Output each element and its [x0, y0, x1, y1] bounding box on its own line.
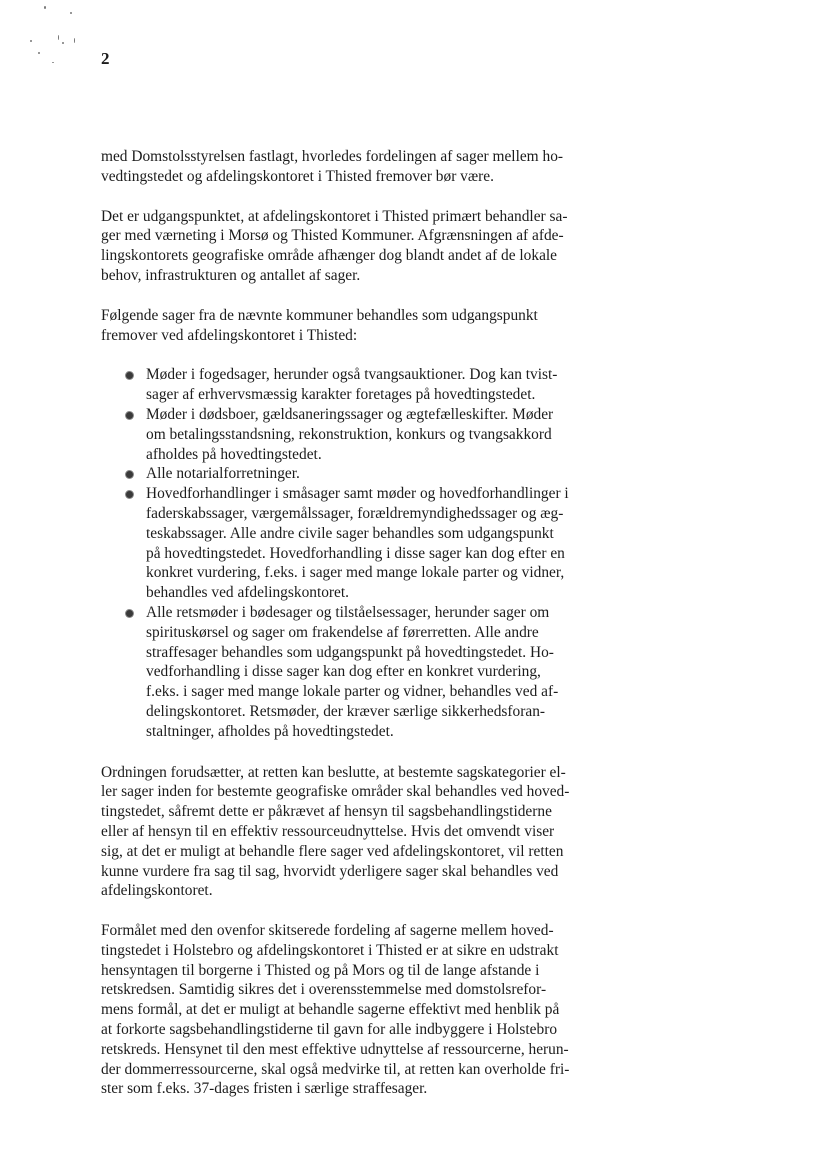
text-line: at forkorte sagsbehandlingstiderne til gavn for alle indbyggere i Holstebro: [101, 1021, 558, 1039]
text-line: delingskontoret. Retsmøder, der kræver særlige sikkerhedsforan-: [146, 702, 546, 720]
text-line: eller af hensyn til en effektiv ressourceudnyttelse. Hvis det omvendt viser: [101, 822, 555, 840]
text-line: staltninger, afholdes på hovedtingstedet.: [146, 722, 394, 740]
list-item: [146, 365, 621, 405]
text-line: kunne vurdere fra sag til sag, hvorvidt yderligere sager skal behandles ved: [101, 862, 559, 880]
text-line: vedtingstedet og afdelingskontoret i Thisted fremover bør være.: [101, 167, 494, 185]
paragraph-list-intro: [101, 306, 621, 346]
text-line: Følgende sager fra de nævnte kommuner behandles som udgangspunkt: [101, 306, 538, 324]
bullet-icon: [126, 412, 133, 419]
text-line: Det er udgangspunktet, at afdelingskontoret i Thisted primært behandler sa-: [101, 207, 568, 225]
text-line: Alle notarialforretninger.: [146, 465, 300, 483]
scan-speck: [74, 38, 75, 43]
scan-speck: [44, 6, 46, 9]
text-line: Hovedforhandlinger i småsager samt møder og hovedforhandlinger i: [146, 485, 569, 503]
text-line: retskredsen. Samtidig sikres det i overensstemmelse med domstolsrefor-: [101, 981, 547, 999]
text-line: om betalingsstandsning, rekonstruktion, konkurs og tvangsakkord: [146, 425, 552, 443]
list-item: [146, 405, 621, 464]
text-line: sager af erhvervsmæssig karakter foretages på hovedtingstedet.: [146, 386, 536, 404]
text-line: fremover ved afdelingskontoret i Thisted:: [101, 326, 358, 344]
text-line: tingstedet, såfremt dette er påkrævet af hensyn til sagsbehandlingstiderne: [101, 803, 552, 821]
text-line: ler sager inden for bestemte geografiske områder skal behandles ved hoved-: [101, 783, 570, 801]
paragraph-starting-point: [101, 207, 621, 286]
text-line: spirituskørsel og sager om frakendelse af førerretten. Alle andre: [146, 623, 539, 641]
scan-speck: [58, 35, 59, 40]
list-item: [146, 603, 621, 742]
text-line: på hovedtingstedet. Hovedforhandling i disse sager kan dog efter en: [146, 544, 565, 562]
text-line: konkret vurdering, f.eks. i sager med mange lokale parter og vidner,: [146, 564, 565, 582]
text-line: behov, infrastrukturen og antallet af sager.: [101, 266, 361, 284]
bullet-icon: [126, 610, 133, 617]
paragraph-intro: [101, 147, 621, 187]
scan-specks: [28, 2, 88, 72]
list-item: [146, 464, 621, 484]
bullet-icon: [126, 491, 133, 498]
text-line: ster som f.eks. 37-dages fristen i særlige straffesager.: [101, 1080, 428, 1098]
text-line: ger med værneting i Morsø og Thisted Kommuner. Afgrænsningen af afde-: [101, 227, 564, 245]
text-line: afdelingskontoret.: [101, 882, 213, 900]
text-line: lingskontorets geografiske område afhænger dog blandt andet af de lokale: [101, 247, 558, 265]
text-line: med Domstolsstyrelsen fastlagt, hvorledes fordelingen af sager mellem ho-: [101, 148, 564, 165]
text-line: vedforhandling i disse sager kan dog efter en konkret vurdering,: [146, 663, 541, 681]
text-line: teskabssager. Alle andre civile sager behandles som udgangspunkt: [146, 524, 554, 542]
text-line: Møder i fogedsager, herunder også tvangsauktioner. Dog kan tvist-: [146, 366, 558, 384]
case-type-list: [101, 365, 621, 741]
text-line: der dommerressourcerne, skal også medvirke til, at retten kan overholde fri-: [101, 1060, 570, 1078]
text-line: Ordningen forudsætter, at retten kan beslutte, at bestemte sagskategorier el-: [101, 763, 566, 781]
text-line: retskreds. Hensynet til den mest effektive udnyttelse af ressourcerne, herun-: [101, 1040, 569, 1058]
bullet-icon: [126, 372, 133, 379]
page-number: 2: [101, 49, 110, 68]
text-line: sig, at det er muligt at behandle flere sager ved afdelingskontoret, vil retten: [101, 842, 564, 860]
text-line: straffesager behandles som udgangspunkt på hovedtingstedet. Ho-: [146, 643, 554, 661]
paragraph-arrangement: [101, 763, 621, 902]
text-line: Møder i dødsboer, gældsaneringssager og ægtefælleskifter. Møder: [146, 405, 554, 423]
scan-speck: [52, 62, 54, 63]
text-line: f.eks. i sager med mange lokale parter og vidner, behandles ved af-: [146, 683, 559, 701]
text-line: tingstedet i Holstebro og afdelingskontoret i Thisted er at sikre en udstrakt: [101, 941, 559, 959]
scan-speck: [30, 40, 32, 42]
document-body: [101, 147, 621, 1119]
scan-speck: [62, 42, 64, 44]
bullet-icon: [126, 471, 133, 478]
scan-speck: [38, 52, 40, 54]
text-line: mens formål, at det er muligt at behandle sagerne effektivt med henblik på: [101, 1001, 560, 1019]
text-line: Alle retsmøder i bødesager og tilståelsessager, herunder sager om: [146, 603, 550, 621]
list-item: [146, 484, 621, 603]
text-line: behandles ved afdelingskontoret.: [146, 584, 350, 602]
scan-speck: [70, 12, 72, 14]
text-line: hensyntagen til borgerne i Thisted og på Mors og til de lange afstande i: [101, 961, 540, 979]
text-line: Formålet med den ovenfor skitserede fordeling af sagerne mellem hoved-: [101, 922, 554, 940]
text-line: afholdes på hovedtingstedet.: [146, 445, 322, 463]
paragraph-purpose: [101, 921, 621, 1099]
text-line: faderskabssager, værgemålssager, forældremyndighedssager og æg-: [146, 504, 564, 522]
